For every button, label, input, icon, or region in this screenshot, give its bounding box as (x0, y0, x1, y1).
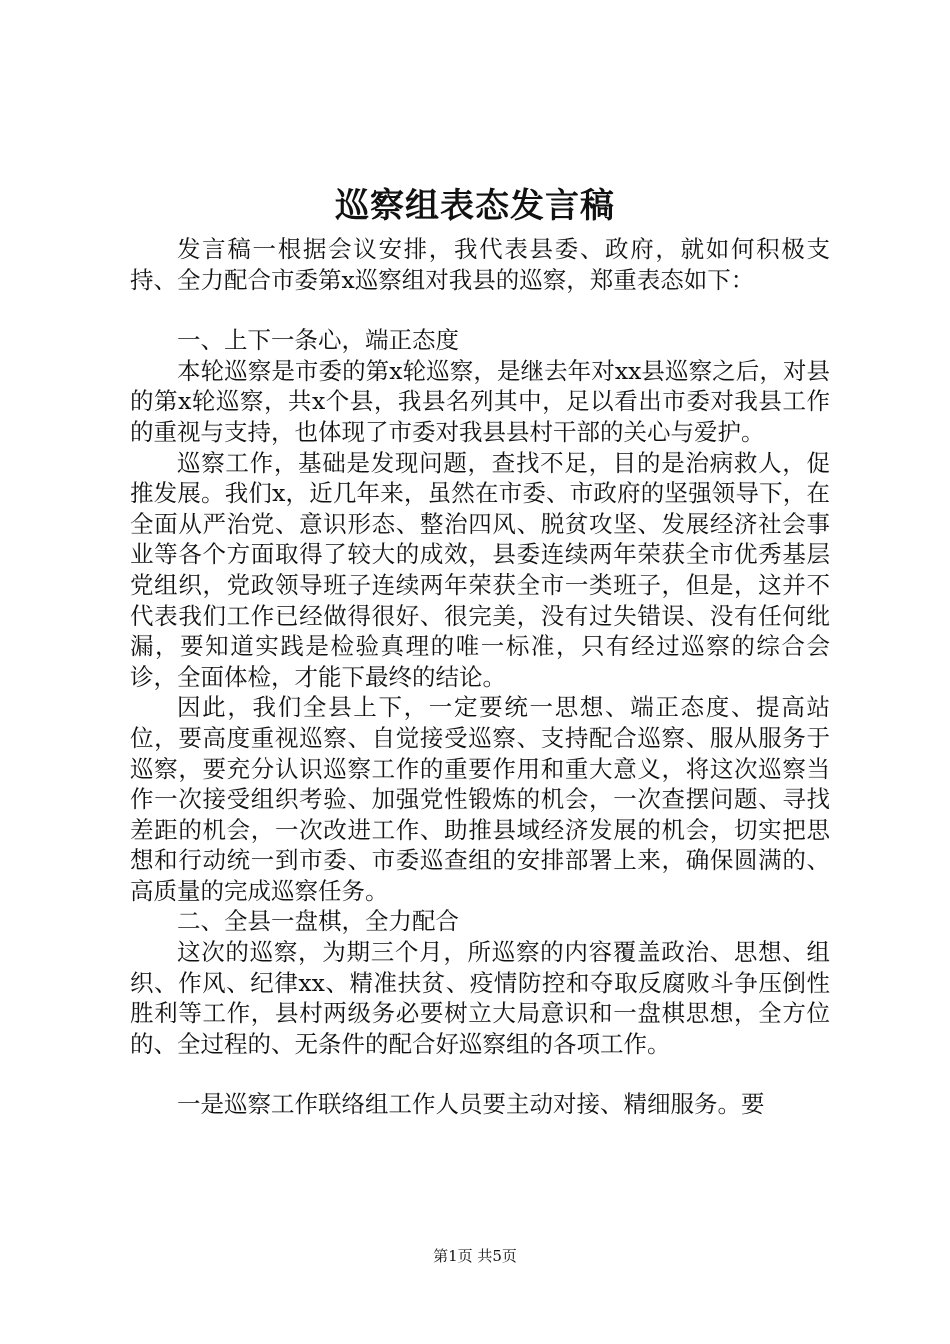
section-heading-1: 一、上下一条心，端正态度 (177, 326, 459, 355)
body-paragraph: 一是巡察工作联络组工作人员要主动对接、精细服务。要 (177, 1090, 765, 1119)
document-body (130, 234, 830, 1120)
document-title: 巡察组表态发言稿 (335, 186, 615, 226)
body-paragraph: 因此，我们全县上下，一定要统一思想、端正态度、提高站位，要高度重视巡察、自觉接受巡察、支持配合巡察、服从服务于巡察，要充分认识巡察工作的重要作用和重大意义，将这次巡察当作一次接受组织考验、加强党性锻炼的机会，一次查摆问题、寻找差距的机会，一次改进工作、助推县域经济发展的机会，切实把思想和行动统一到市委、市委巡查组的安排部署上来，确保圆满的、高质量的完成巡察任务。 (130, 693, 830, 905)
body-paragraph: 这次的巡察，为期三个月，所巡察的内容覆盖政治、思想、组织、作风、纪律xx、精准扶贫、疫情防控和夺取反腐败斗争压倒性胜利等工作，县村两级务必要树立大局意识和一盘棋思想，全方位的、全过程的、无条件的配合好巡察组的各项工作。 (130, 938, 830, 1058)
body-paragraph: 巡察工作，基础是发现问题，查找不足，目的是治病救人，促推发展。我们x，近几年来，虽然在市委、市政府的坚强领导下，在全面从严治党、意识形态、整治四风、脱贫攻坚、发展经济社会事业等各个方面取得了较大的成效，县委连续两年荣获全市优秀基层党组织，党政领导班子连续两年荣获全市一类班子，但是，这并不代表我们工作已经做得很好、很完美，没有过失错误、没有任何纰漏，要知道实践是检验真理的唯一标准，只有经过巡察的综合会诊，全面体检，才能下最终的结论。 (130, 448, 830, 691)
body-paragraph: 本轮巡察是市委的第x轮巡察，是继去年对xx县巡察之后，对县的第x轮巡察，共x个县，我县名列其中，足以看出市委对我县工作的重视与支持，也体现了市委对我县县村干部的关心与爱护。 (130, 356, 830, 446)
intro-paragraph: 发言稿一根据会议安排，我代表县委、政府，就如何积极支持、全力配合市委第x巡察组对我县的巡察，郑重表态如下： (130, 235, 830, 294)
section-heading-2: 二、全县一盘棋，全力配合 (177, 907, 459, 936)
page-indicator: 第1页 共5页 (433, 1247, 517, 1265)
